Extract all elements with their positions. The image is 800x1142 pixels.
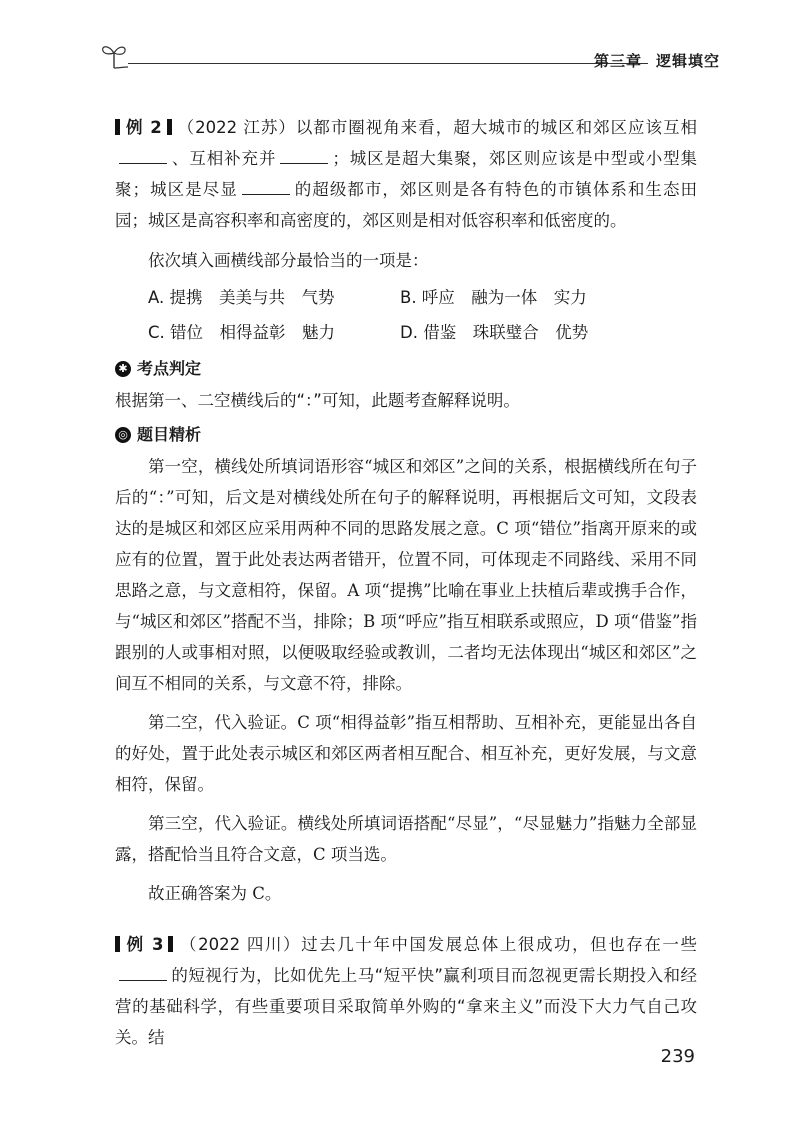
section-kaodian-heading <box>115 352 697 385</box>
section-jingxi-heading <box>115 418 697 451</box>
page-body <box>115 112 697 1053</box>
example-2-stem <box>115 112 697 236</box>
label-bar-right <box>167 119 172 135</box>
magnifier-icon: ✱ <box>115 361 131 377</box>
chapter-label: 第三章 <box>593 52 642 70</box>
example-label: 例 3 <box>125 935 164 954</box>
label-bar-right <box>168 936 173 952</box>
example-3-stem <box>115 929 697 1053</box>
option-a: A. 提携 美美与共 气势 <box>148 288 335 307</box>
analysis-paragraph-2: 第二空，代入验证。C 项“相得益彰”指互相帮助、互相补充，更能显出各自的好处，置于此处表示城区和郊区两者相互配合、相互补充，更好发展，与文意相符，保留。 <box>115 713 697 794</box>
options-row <box>115 280 697 315</box>
answer-line: 故正确答案为 C。 <box>148 884 282 903</box>
stem-text-3: ；城区是超大集聚，郊区则应该是中型或小型集聚；城区是尽显 <box>115 149 698 199</box>
example-source: （2022 四川） <box>178 935 302 954</box>
label-bar-left <box>115 119 120 135</box>
analysis-paragraph-1: 第一空，横线处所填词语形容“城区和郊区”之间的关系，根据横线所在句子后的“：”可知，后文是对横线处所在句子的解释说明，再根据后文可知，文段表达的是城区和郊区应采用两种不同的思路发展之意。C 项“错位”指离开原来的或应有的位置，置于此处表达两者错开，位置不同，可体现走不同路线、采用不同思路之意，与文意相符，保留。A 项“提携”比喻在事业上扶植后辈或携手合作，与“城区和郊区”搭配不当，排除；B 项“呼应”指互相联系或照应，D 项“借鉴”指跟别的人或事相对照，以便吸取经验或教训，二者均无法体现出“城区和郊区”之间互不相同的关系，与文意不符，排除。 <box>115 457 697 693</box>
stem-text-2: 、互相补充并 <box>171 149 277 168</box>
fill-blank-1 <box>119 148 167 164</box>
analysis-paragraph-3: 第三空，代入验证。横线处所填词语搭配“尽显”，“尽显魅力”指魅力全部显露，搭配恰当且符合文意，C 项当选。 <box>115 814 697 864</box>
fill-blank-1 <box>119 965 167 981</box>
options-row <box>115 315 697 350</box>
stem-text-2: 的短视行为，比如优先上马“短平快”赢利项目而忽视更需长期投入和经营的基础科学，有些重要项目采取简单外购的“拿来主义”而没下大力气自己攻关。结 <box>115 966 697 1047</box>
page-header <box>100 36 720 76</box>
sprout-icon <box>100 40 128 70</box>
stem-text-4: 的超级都市，郊区则是各有特色的市镇体系和生态田园；城区是高容积率和高密度的，郊区则是相对低容积率和低密度的。 <box>115 180 698 230</box>
kaodian-text: 根据第一、二空横线后的“：”可知，此题考查解释说明。 <box>115 391 520 410</box>
page-number: 239 <box>660 1046 695 1067</box>
fill-blank-3 <box>242 179 290 195</box>
chapter-heading <box>594 50 720 71</box>
option-c: C. 错位 相得益彰 魅力 <box>148 323 336 342</box>
stem-text-1: 过去几十年中国发展总体上很成功，但也存在一些 <box>301 935 697 954</box>
section-title: 考点判定 <box>137 359 202 378</box>
label-bar-left <box>115 936 120 952</box>
stem-text-1: 以都市圈视角来看，超大城市的城区和郊区应该互相 <box>295 118 697 137</box>
fill-blank-2 <box>280 148 328 164</box>
header-rule <box>128 63 648 64</box>
answer-options <box>115 280 697 350</box>
question-prompt: 依次填入画横线部分最恰当的一项是： <box>148 251 429 270</box>
option-d: D. 借鉴 珠联璧合 优势 <box>400 323 589 342</box>
target-icon: ◎ <box>115 427 131 443</box>
example-source: （2022 江苏） <box>176 118 296 137</box>
example-label: 例 2 <box>125 118 162 137</box>
option-b: B. 呼应 融为一体 实力 <box>400 288 587 307</box>
section-title: 题目精析 <box>137 425 202 444</box>
chapter-title: 逻辑填空 <box>655 52 720 70</box>
